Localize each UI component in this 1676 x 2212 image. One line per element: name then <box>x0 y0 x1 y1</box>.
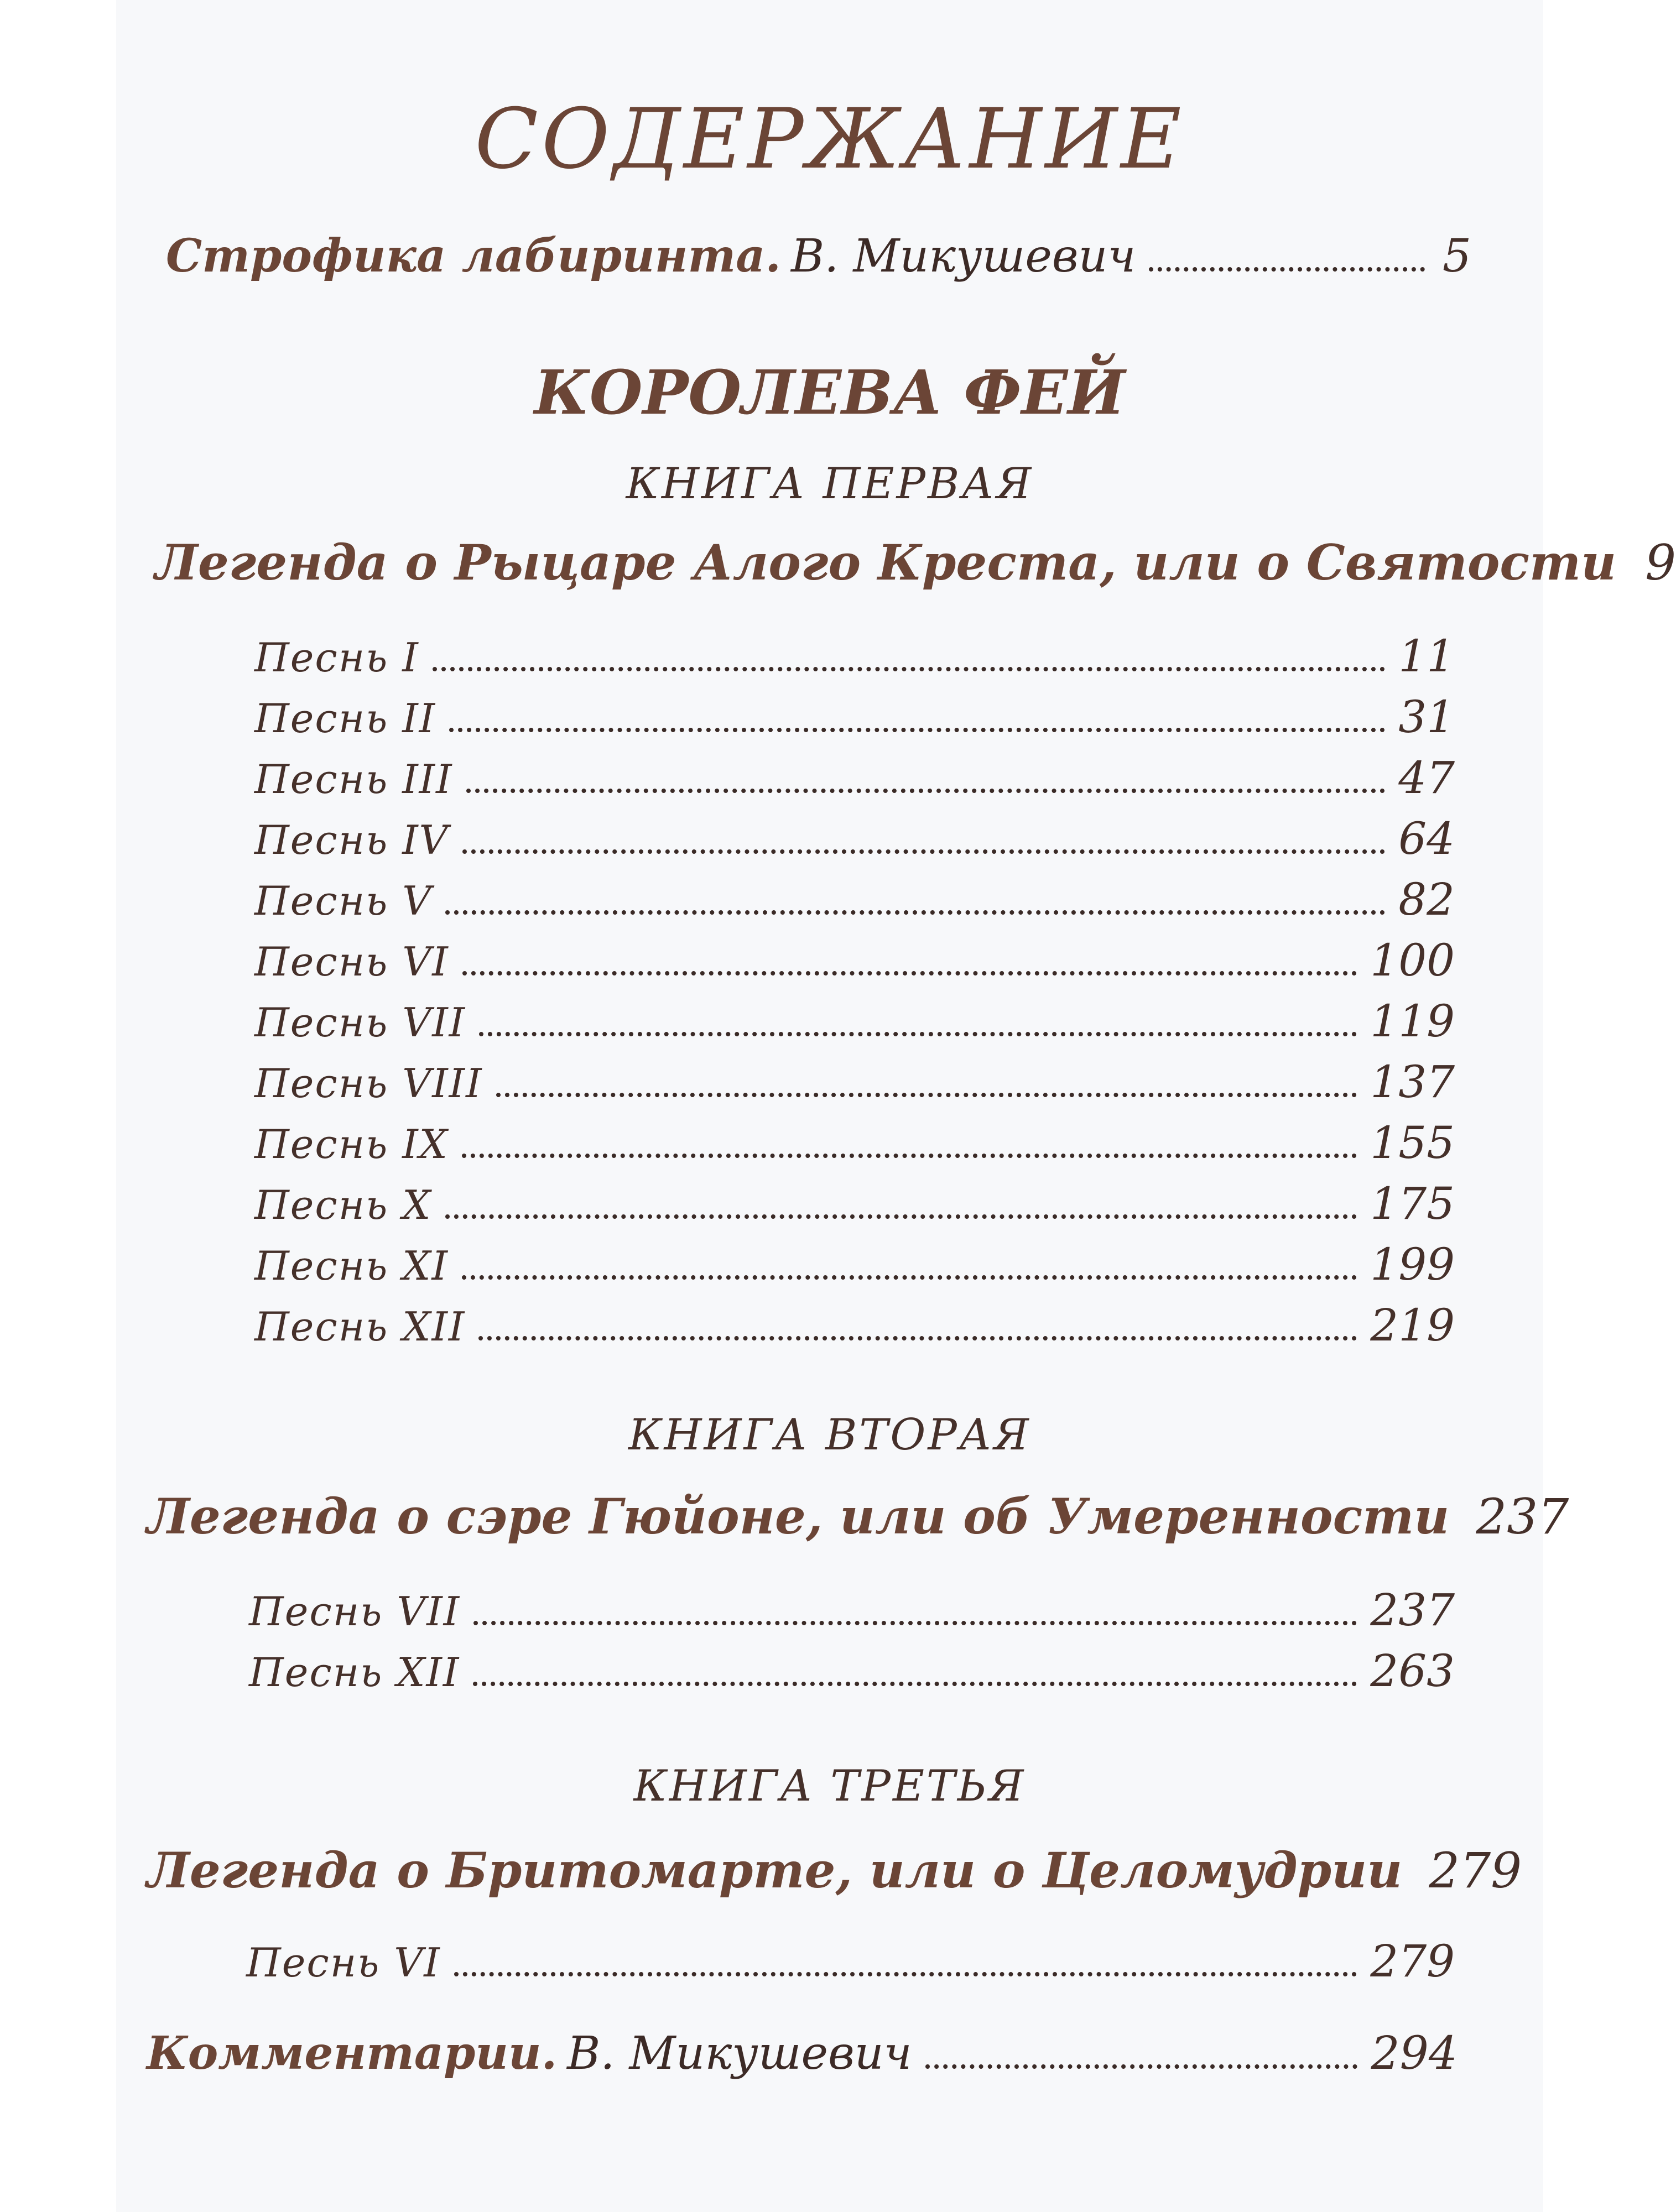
toc-entry-song[interactable] <box>254 935 1455 986</box>
toc-entry-song[interactable] <box>254 1300 1455 1351</box>
song-label: Песнь IX <box>254 1121 449 1167</box>
toc-entry-song[interactable] <box>254 813 1455 864</box>
page-number: 137 <box>1370 1056 1455 1108</box>
leader-dots <box>462 1154 1357 1158</box>
page-number: 5 <box>1442 230 1471 283</box>
commentary-author: В. Микушевич <box>567 2027 912 2080</box>
song-label: Песнь III <box>254 756 453 802</box>
toc-entry-song[interactable] <box>254 752 1455 804</box>
toc-entry-song[interactable] <box>254 691 1455 743</box>
toc-entry-song[interactable] <box>254 1239 1455 1290</box>
page-number: 47 <box>1398 752 1455 804</box>
leader-dots <box>473 1682 1357 1686</box>
page-number: 279 <box>1370 1936 1455 1987</box>
song-label: Песнь X <box>254 1182 432 1228</box>
page-number: 279 <box>1429 1842 1522 1899</box>
leader-dots <box>433 667 1386 671</box>
page-number: 263 <box>1370 1645 1455 1697</box>
work-title: КОРОЛЕВА ФЕЙ <box>534 357 1126 428</box>
song-label: Песнь I <box>254 634 419 681</box>
legend-title: Легенда о сэре Гюйоне, или об Умеренности <box>147 1488 1450 1545</box>
toc-entry-intro[interactable] <box>166 229 1471 283</box>
leader-dots <box>462 1275 1357 1280</box>
song-label: Песнь VII <box>249 1588 461 1635</box>
song-label: Песнь XII <box>254 1303 466 1350</box>
page-title: СОДЕРЖАНИЕ <box>475 91 1185 187</box>
song-label: Песнь IV <box>254 817 449 863</box>
leader-dots <box>478 1336 1357 1340</box>
book-three-label: КНИГА ТРЕТЬЯ <box>633 1761 1026 1811</box>
leader-dots <box>496 1093 1357 1097</box>
page-number: 31 <box>1398 691 1455 743</box>
leader-dots <box>473 1621 1357 1625</box>
legend-title: Легенда о Рыцаре Алого Креста, или о Святости <box>155 534 1617 591</box>
page-number: 237 <box>1476 1488 1569 1545</box>
song-label: Песнь XI <box>254 1243 449 1289</box>
page-number: 119 <box>1370 995 1455 1047</box>
song-label: Песнь VIII <box>254 1060 483 1107</box>
toc-entry-song[interactable] <box>249 1584 1455 1636</box>
legend-title: Легенда о Бритомарте, или о Целомудрии <box>147 1841 1403 1899</box>
leader-dots <box>454 1972 1357 1976</box>
page-number: 64 <box>1398 813 1455 864</box>
leader-dots <box>462 849 1386 854</box>
song-label: Песнь XII <box>249 1649 460 1695</box>
leader-dots <box>479 1032 1357 1036</box>
toc-entry-legend-2[interactable] <box>147 1488 1569 1545</box>
toc-entry-commentary[interactable] <box>147 2027 1458 2080</box>
song-label: Песнь VI <box>246 1939 441 1986</box>
song-label: Песнь VII <box>254 999 466 1046</box>
intro-author: В. Микушевич <box>790 230 1136 283</box>
page-number: 237 <box>1370 1584 1455 1636</box>
toc-entry-legend-3[interactable] <box>147 1841 1522 1899</box>
book-one-label: КНИГА ПЕРВАЯ <box>626 459 1034 509</box>
page-number: 9 <box>1645 534 1676 591</box>
toc-entry-song[interactable] <box>254 874 1455 925</box>
toc-entry-song[interactable] <box>249 1645 1455 1697</box>
page-number: 175 <box>1370 1178 1455 1229</box>
toc-entry-song[interactable] <box>246 1936 1455 1987</box>
intro-title: Строфика лабиринта. <box>166 229 781 283</box>
toc-entry-song[interactable] <box>254 1178 1455 1229</box>
page-number: 219 <box>1370 1300 1455 1351</box>
toc-entry-legend-1[interactable] <box>155 534 1676 591</box>
page-number: 199 <box>1370 1239 1455 1290</box>
book-two-label: КНИГА ВТОРАЯ <box>628 1410 1031 1460</box>
page-number: 100 <box>1370 935 1455 986</box>
page-number: 155 <box>1370 1117 1455 1168</box>
toc-entry-song[interactable] <box>254 1056 1455 1108</box>
song-label: Песнь VI <box>254 938 449 985</box>
page-number: 82 <box>1398 874 1455 925</box>
toc-entry-song[interactable] <box>254 630 1455 682</box>
commentary-title: Комментарии. <box>147 2027 558 2080</box>
leader-dots <box>925 2064 1358 2069</box>
leader-dots <box>466 789 1386 793</box>
leader-dots <box>462 971 1357 975</box>
toc-entry-song[interactable] <box>254 1117 1455 1168</box>
song-label: Песнь V <box>254 878 433 924</box>
toc-entry-song[interactable] <box>254 995 1455 1047</box>
leader-dots <box>445 910 1385 915</box>
song-label: Песнь II <box>254 695 436 742</box>
page-number: 294 <box>1371 2027 1458 2080</box>
page-number: 11 <box>1398 630 1455 682</box>
leader-dots <box>449 728 1385 732</box>
leader-dots <box>1149 267 1425 272</box>
leader-dots <box>445 1214 1357 1219</box>
